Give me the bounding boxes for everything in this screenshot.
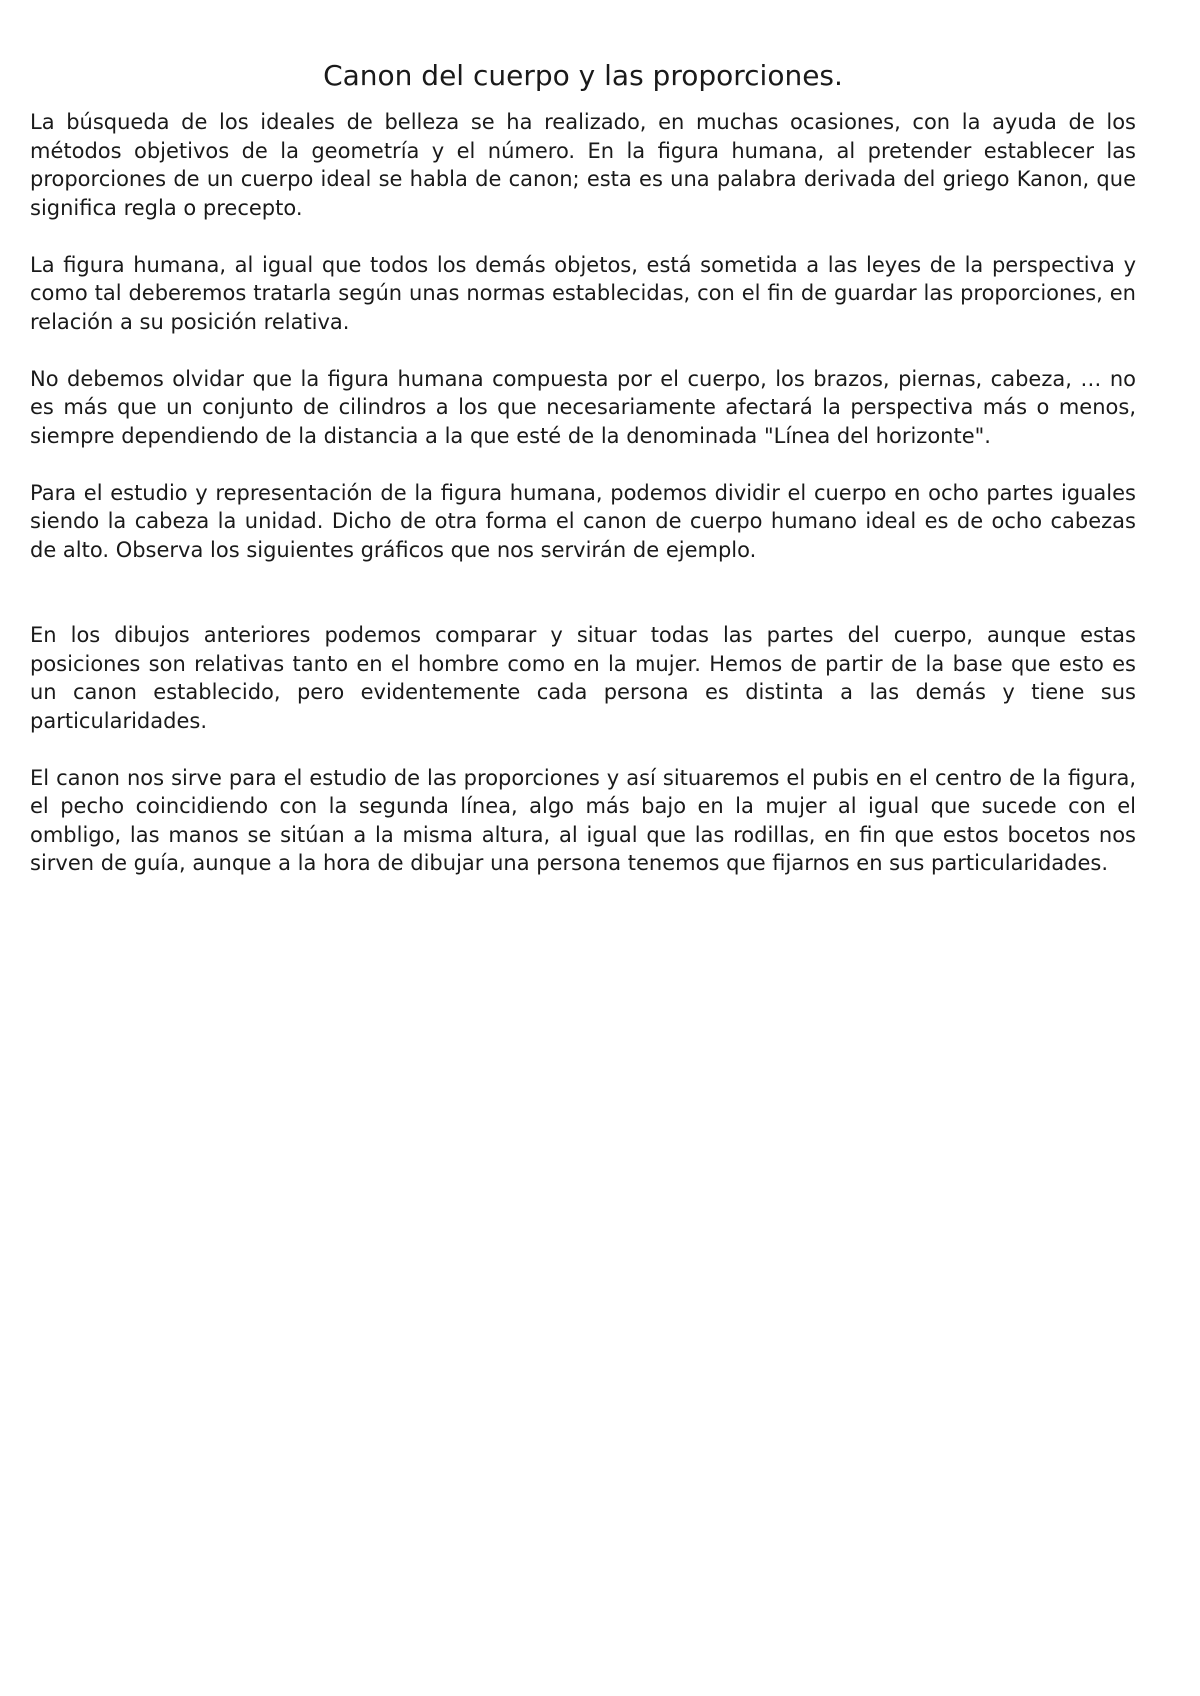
paragraph-proportions-study: El canon nos sirve para el estudio de las proporciones y así situaremos el pubis en el centro de la figura, el pecho coincidiendo con la segunda línea, algo más bajo en la mujer al igual que sucede con el ombligo, las manos se sitúan a la misma altura, al igual que las rodillas, en fin que estos bocetos nos sirven de guía, aunque a la hora de dibujar una persona tenemos que fijarnos en sus particularidades.	[30, 765, 1136, 875]
paragraph-drawings-comparison: En los dibujos anteriores podemos comparar y situar todas las partes del cuerpo, aunque estas posiciones son relativas tanto en el hombre como en la mujer. Hemos de partir de la base que esto es un canon establecido, pero evidentemente cada persona es distinta a las demás y tiene sus particularidades.	[30, 623, 1136, 733]
document-page	[30, 0, 1136, 878]
document-title: Canon del cuerpo y las proporciones.	[323, 59, 843, 92]
paragraph-canon-definition: La búsqueda de los ideales de belleza se ha realizado, en muchas ocasiones, con la ayuda de los métodos objetivos de la geometría y el número. En la figura humana, al pretender establecer las proporciones de un cuerpo ideal se habla de canon; esta es una palabra derivada del griego Kanon, que significa regla o precepto.	[30, 110, 1136, 220]
paragraph-perspective: La figura humana, al igual que todos los demás objetos, está sometida a las leyes de la perspectiva y como tal deberemos tratarla según unas normas establecidas, con el fin de guardar las proporciones, en relación a su posición relativa.	[30, 252, 1136, 334]
paragraph-cylinders: No debemos olvidar que la figura humana compuesta por el cuerpo, los brazos, piernas, cabeza, … no es más que un conjunto de cilindros a los que necesariamente afectará la perspectiva más o menos, siempre dependiendo de la distancia a la que esté de la denominada "Línea del horizonte".	[30, 366, 1136, 448]
paragraph-eight-heads: Para el estudio y representación de la figura humana, podemos dividir el cuerpo en ocho partes iguales siendo la cabeza la unidad. Dicho de otra forma el canon de cuerpo humano ideal es de ocho cabezas de alto. Observa los siguientes gráficos que nos servirán de ejemplo.	[30, 480, 1136, 562]
